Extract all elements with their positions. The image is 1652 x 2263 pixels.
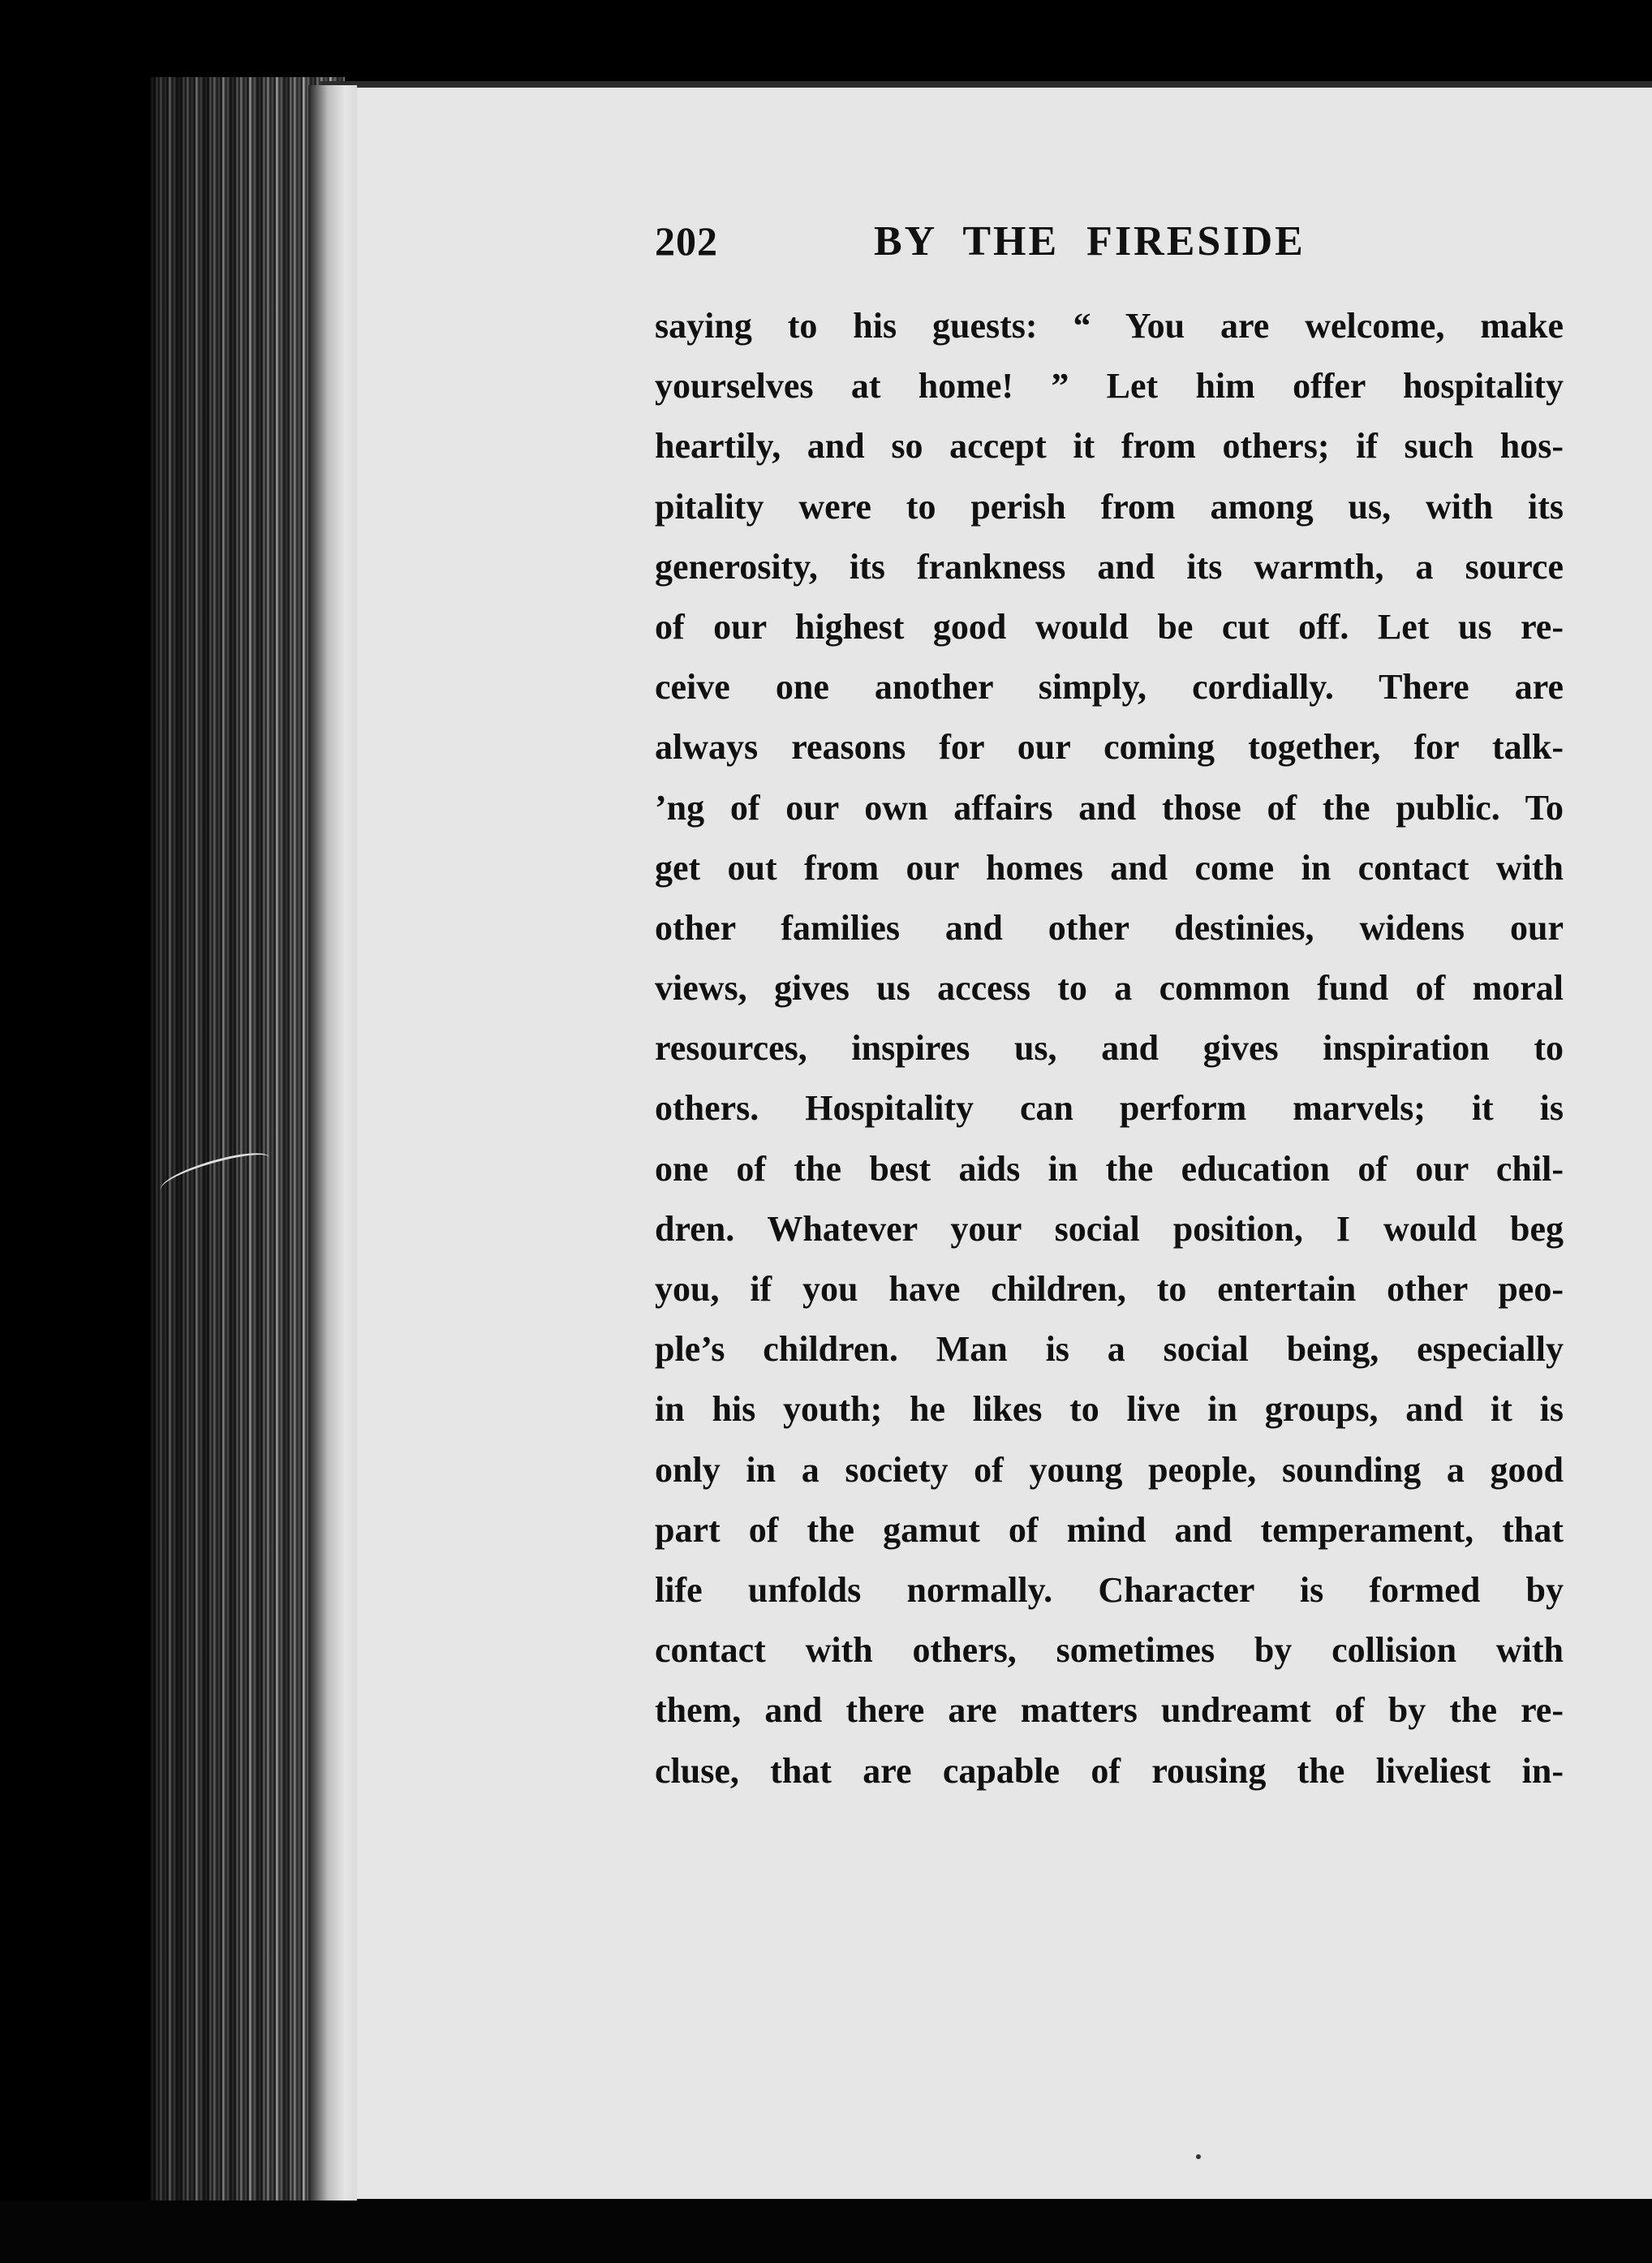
text-line: generosity, its frankness and its warmth, a source: [655, 546, 1564, 587]
text-line: ’ng of our own affairs and those of the public. To: [655, 787, 1564, 828]
text-line: life unfolds normally. Character is formed by: [655, 1569, 1564, 1610]
text-line: views, gives us access to a common fund of moral: [655, 968, 1564, 1009]
text-line: you, if you have children, to entertain other peo-: [655, 1269, 1564, 1309]
page-gutter-fold: [308, 85, 357, 2203]
text-line: them, and there are matters undreamt of by the re-: [655, 1690, 1564, 1731]
text-line: of our highest good would be cut off. Let us re-: [655, 606, 1564, 647]
text-line: only in a society of young people, sounding a good: [655, 1449, 1564, 1490]
text-line: other families and other destinies, widens our: [655, 907, 1564, 948]
scan-bottom-border: [0, 2201, 1652, 2263]
text-line: heartily, and so accept it from others; if such hos-: [655, 426, 1564, 467]
text-line: always reasons for our coming together, for talk-: [655, 727, 1564, 768]
page-header: [655, 217, 1564, 274]
text-line: pitality were to perish from among us, with its: [655, 486, 1564, 527]
text-line: others. Hospitality can perform marvels; it is: [655, 1088, 1564, 1129]
text-line: saying to his guests: “ You are welcome, make: [655, 306, 1564, 346]
text-line: part of the gamut of mind and temperament, that: [655, 1509, 1564, 1550]
text-line: resources, inspires us, and gives inspiration to: [655, 1028, 1564, 1069]
text-line: ceive one another simply, cordially. There are: [655, 667, 1564, 708]
ink-speck: [1196, 2154, 1201, 2159]
text-line: one of the best aids in the education of our chil-: [655, 1148, 1564, 1189]
text-line: yourselves at home! ” Let him offer hospitality: [655, 366, 1564, 407]
text-line: cluse, that are capable of rousing the liveliest in-: [655, 1750, 1564, 1791]
text-line: contact with others, sometimes by collision with: [655, 1630, 1564, 1671]
text-line: get out from our homes and come in contact with: [655, 847, 1564, 888]
text-line: dren. Whatever your social position, I would beg: [655, 1208, 1564, 1249]
page-number: 202: [655, 218, 718, 264]
text-line: in his youth; he likes to live in groups, and it is: [655, 1389, 1564, 1430]
text-line: ple’s children. Man is a social being, especially: [655, 1329, 1564, 1370]
running-head: BY THE FIRESIDE: [874, 218, 1306, 265]
body-text: [655, 296, 1564, 1801]
